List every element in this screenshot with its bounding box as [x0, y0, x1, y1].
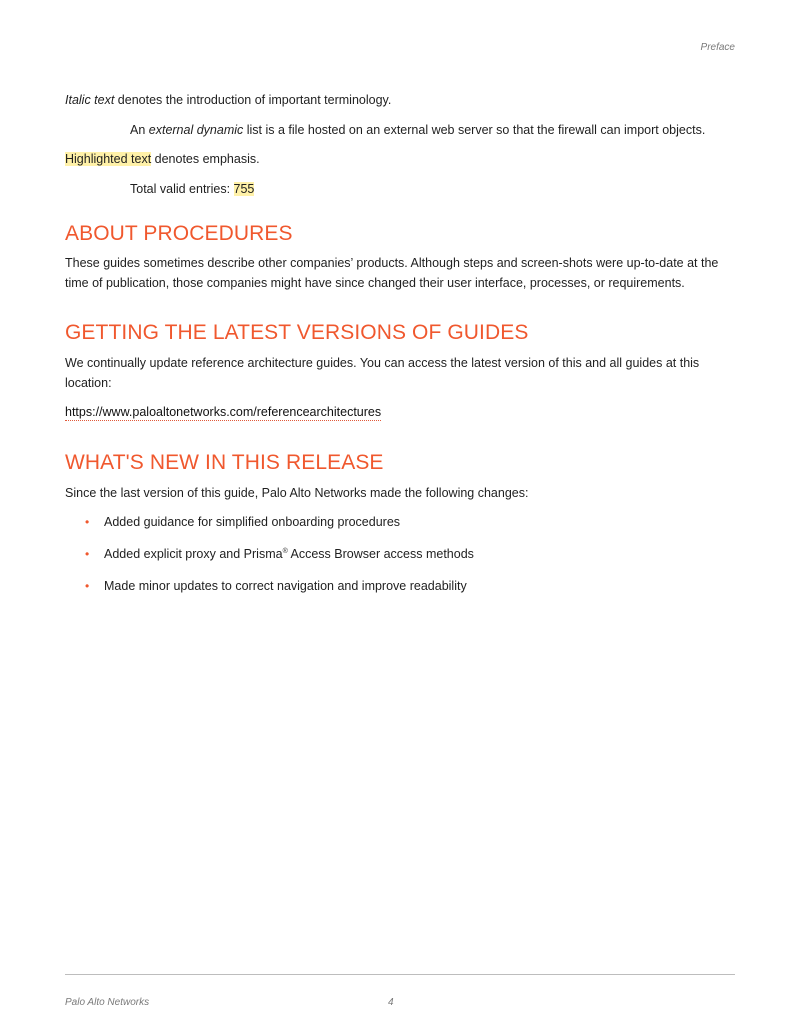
italic-description: denotes the introduction of important terminology.	[114, 93, 392, 107]
whats-new-intro: Since the last version of this guide, Palo Alto Networks made the following changes:	[65, 485, 529, 500]
footer-company: Palo Alto Networks	[65, 997, 150, 1008]
page-content	[65, 91, 735, 609]
highlight-example-pre: Total valid entries:	[130, 181, 234, 196]
changes-list	[65, 513, 735, 597]
registered-mark: ®	[282, 547, 288, 555]
reference-architectures-link[interactable]: https://www.paloaltonetworks.com/referencearchitectures	[65, 405, 382, 419]
running-header: Preface	[700, 42, 735, 53]
latest-guides-link-line	[65, 403, 735, 423]
bullet-icon: •	[85, 547, 90, 561]
italic-term: Italic text	[65, 93, 115, 107]
about-procedures-body: These guides sometimes describe other companies’ products. Although steps and screen-shots were up-to-date at the time of publication, those companies might have since changed their user interface, processes, or requirements.	[65, 256, 719, 290]
bullet-icon: •	[85, 579, 90, 593]
italic-example	[65, 121, 735, 141]
page-number: 4	[388, 997, 394, 1008]
list-item-text-post: Access Browser access methods	[287, 547, 474, 561]
footer-divider	[65, 974, 735, 975]
highlight-term: Highlighted text	[65, 152, 152, 166]
highlight-example-value: 755	[233, 181, 255, 196]
italic-example-post: list is a file hosted on an external web server so that the firewall can import objects.	[243, 122, 706, 137]
list-item	[65, 513, 735, 533]
list-item-text: Added guidance for simplified onboarding procedures	[104, 515, 401, 529]
highlight-convention	[65, 150, 735, 170]
list-item	[65, 577, 735, 597]
list-item	[65, 545, 735, 565]
latest-guides-body: We continually update reference architecture guides. You can access the latest version of this and all guides at this location:	[65, 356, 700, 390]
highlight-example	[65, 180, 735, 200]
bullet-icon: •	[85, 515, 90, 529]
italic-example-term: external dynamic	[148, 122, 244, 137]
list-item-text: Made minor updates to correct navigation and improve readability	[104, 579, 467, 593]
italic-convention	[65, 91, 735, 111]
highlight-description: denotes emphasis.	[151, 152, 260, 166]
list-item-text-pre: Added explicit proxy and Prisma	[104, 547, 283, 561]
latest-guides-heading: GETTING THE LATEST VERSIONS OF GUIDES	[65, 321, 529, 344]
whats-new-heading: WHAT'S NEW IN THIS RELEASE	[65, 450, 384, 474]
about-procedures-heading: ABOUT PROCEDURES	[65, 222, 293, 245]
italic-example-pre: An	[130, 122, 149, 137]
